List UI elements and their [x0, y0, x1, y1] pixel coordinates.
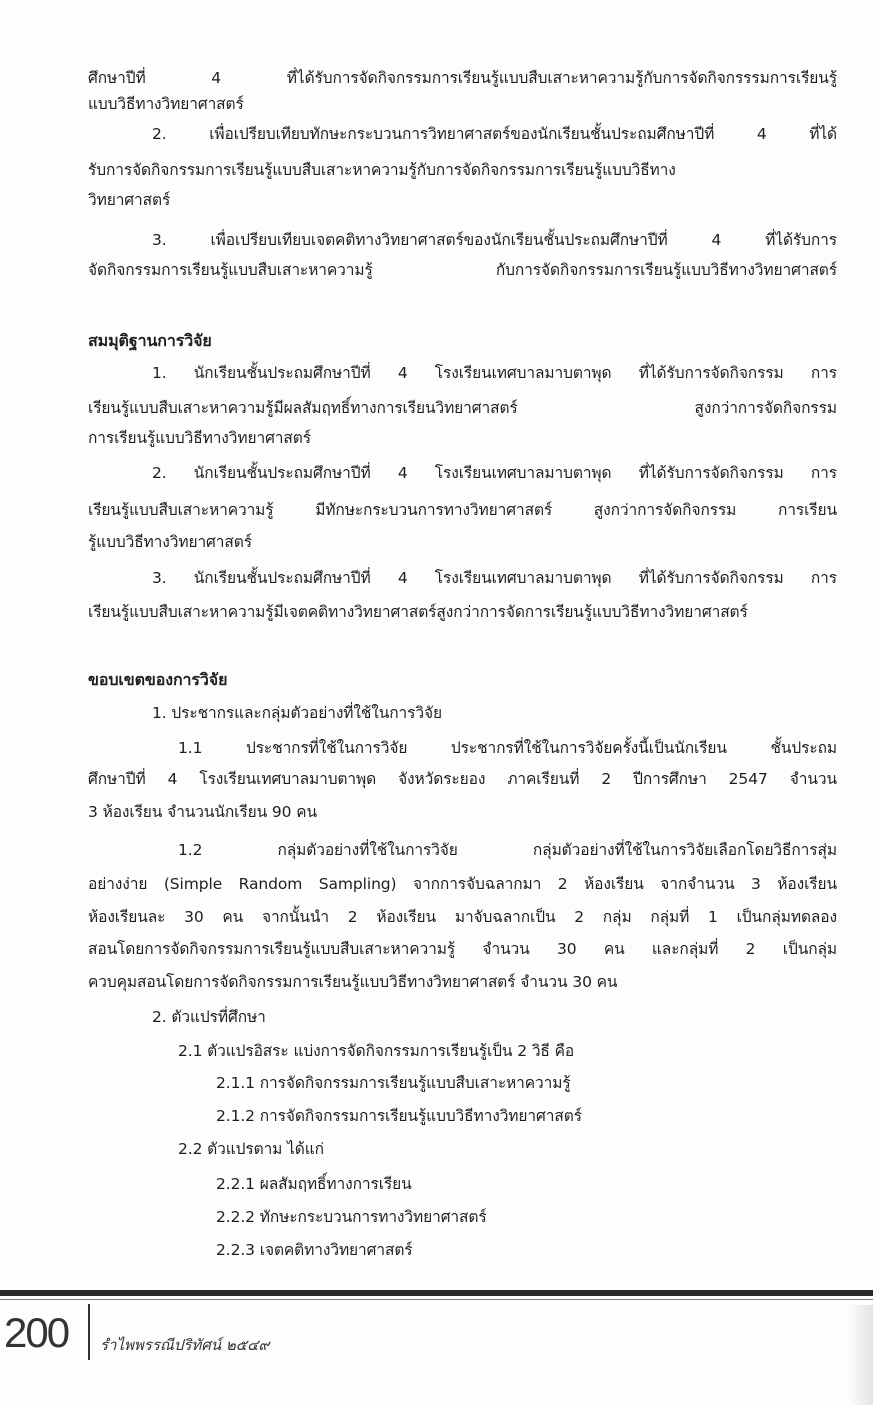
page-gutter-shadow	[848, 1305, 873, 1405]
hypothesis-2-line-b: เรียนรู้แบบสืบเสาะหาความรู้ มีทักษะกระบวนการทางวิทยาศาสตร์ สูงกว่าการจัดกิจกรรม การเรียน	[88, 501, 837, 519]
objective-3-line-a: 3. เพื่อเปรียบเทียบเจตคติทางวิทยาศาสตร์ของนักเรียนชั้นประถมศึกษาปีที่ 4 ที่ได้รับการ	[152, 231, 837, 249]
hypothesis-2-line-c: รู้แบบวิธีทางวิทยาศาสตร์	[88, 533, 252, 551]
scope-item-2-1: 2.1 ตัวแปรอิสระ แบ่งการจัดกิจกรรมการเรียนรู้เป็น 2 วิธี คือ	[178, 1042, 575, 1060]
scope-item-2: 2. ตัวแปรที่ศึกษา	[152, 1008, 266, 1026]
objective-3-line-b: จัดกิจกรรมการเรียนรู้แบบสืบเสาะหาความรู้ กับการจัดกิจกรรมการเรียนรู้แบบวิธีทางวิทยาศาสตร์	[88, 261, 837, 279]
journal-title: รำไพพรรณีปริทัศน์ ๒๕๔๙	[100, 1336, 270, 1354]
footer-divider	[88, 1304, 90, 1360]
scope-item-2-2-3: 2.2.3 เจตคติทางวิทยาศาสตร์	[216, 1241, 413, 1259]
scope-item-2-2-2: 2.2.2 ทักษะกระบวนการทางวิทยาศาสตร์	[216, 1208, 487, 1226]
scope-heading: ขอบเขตของการวิจัย	[88, 670, 228, 689]
footer-rule	[0, 1290, 873, 1296]
objective-2-line-c: วิทยาศาสตร์	[88, 191, 171, 209]
objective-2-line-a: 2. เพื่อเปรียบเทียบทักษะกระบวนการวิทยาศาสตร์ของนักเรียนชั้นประถมศึกษาปีที่ 4 ที่ได้	[152, 125, 837, 143]
scope-1-2-line-b: อย่างง่าย (Simple Random Sampling) จากการจับฉลากมา 2 ห้องเรียน จากจำนวน 3 ห้องเรียน	[88, 875, 837, 893]
scope-item-2-1-2: 2.1.2 การจัดกิจกรรมการเรียนรู้แบบวิธีทางวิทยาศาสตร์	[216, 1107, 582, 1125]
scope-1-2-line-c: ห้องเรียนละ 30 คน จากนั้นนำ 2 ห้องเรียน มาจับฉลากเป็น 2 กลุ่ม กลุ่มที่ 1 เป็นกลุ่มทดลอง	[88, 908, 837, 926]
scope-1-1-line-b: ศึกษาปีที่ 4 โรงเรียนเทศบาลมาบตาพุด จังหวัดระยอง ภาคเรียนที่ 2 ปีการศึกษา 2547 จำนวน	[88, 770, 837, 788]
scope-1-2-line-e: ควบคุมสอนโดยการจัดกิจกรรมการเรียนรู้แบบวิธีทางวิทยาศาสตร์ จำนวน 30 คน	[88, 973, 618, 991]
scope-1-1-line-c: 3 ห้องเรียน จำนวนนักเรียน 90 คน	[88, 803, 318, 821]
footer-rule-thin	[0, 1299, 873, 1300]
scope-1-2-line-a: 1.2 กลุ่มตัวอย่างที่ใช้ในการวิจัย กลุ่มตัวอย่างที่ใช้ในการวิจัยเลือกโดยวิธีการสุ่ม	[178, 841, 837, 859]
hypothesis-1-line-b: เรียนรู้แบบสืบเสาะหาความรู้มีผลสัมฤทธิ์ทางการเรียนวิทยาศาสตร์ สูงกว่าการจัดกิจกรรม	[88, 399, 837, 417]
hypothesis-1-line-c: การเรียนรู้แบบวิธีทางวิทยาศาสตร์	[88, 429, 311, 447]
hypothesis-2-line-a: 2. นักเรียนชั้นประถมศึกษาปีที่ 4 โรงเรียนเทศบาลมาบตาพุด ที่ได้รับการจัดกิจกรรม การ	[152, 464, 837, 482]
hypothesis-1-line-a: 1. นักเรียนชั้นประถมศึกษาปีที่ 4 โรงเรียนเทศบาลมาบตาพุด ที่ได้รับการจัดกิจกรรม การ	[152, 364, 837, 382]
objectives-line-1b: แบบวิธีทางวิทยาศาสตร์	[88, 95, 244, 113]
scope-item-2-2-1: 2.2.1 ผลสัมฤทธิ์ทางการเรียน	[216, 1175, 412, 1193]
objectives-line-1a: ศึกษาปีที่ 4 ที่ได้รับการจัดกิจกรรมการเรียนรู้แบบสืบเสาะหาความรู้กับการจัดกิจกรรรมการเรียนรู้	[88, 69, 837, 87]
hypothesis-3-line-b: เรียนรู้แบบสืบเสาะหาความรู้มีเจตคติทางวิทยาศาสตร์สูงกว่าการจัดการเรียนรู้แบบวิธีทางวิทยาศาสตร์	[88, 603, 748, 621]
scope-1-2-line-d: สอนโดยการจัดกิจกรรมการเรียนรู้แบบสืบเสาะหาความรู้ จำนวน 30 คน และกลุ่มที่ 2 เป็นกลุ่ม	[88, 940, 837, 958]
hypothesis-3-line-a: 3. นักเรียนชั้นประถมศึกษาปีที่ 4 โรงเรียนเทศบาลมาบตาพุด ที่ได้รับการจัดกิจกรรม การ	[152, 569, 837, 587]
objective-2-line-b: รับการจัดกิจกรรมการเรียนรู้แบบสืบเสาะหาความรู้กับการจัดกิจกรรมการเรียนรู้แบบวิธีทาง	[88, 161, 676, 179]
hypothesis-heading: สมมุติฐานการวิจัย	[88, 331, 212, 350]
scope-item-2-2: 2.2 ตัวแปรตาม ได้แก่	[178, 1140, 324, 1158]
scope-1-1-line-a: 1.1 ประชากรที่ใช้ในการวิจัย ประชากรที่ใช้ในการวิจัยครั้งนี้เป็นนักเรียน ชั้นประถม	[178, 739, 837, 757]
page-number: 200	[4, 1309, 69, 1356]
scope-item-1: 1. ประชากรและกลุ่มตัวอย่างที่ใช้ในการวิจัย	[152, 704, 442, 722]
scope-item-2-1-1: 2.1.1 การจัดกิจกรรมการเรียนรู้แบบสืบเสาะหาความรู้	[216, 1074, 571, 1092]
